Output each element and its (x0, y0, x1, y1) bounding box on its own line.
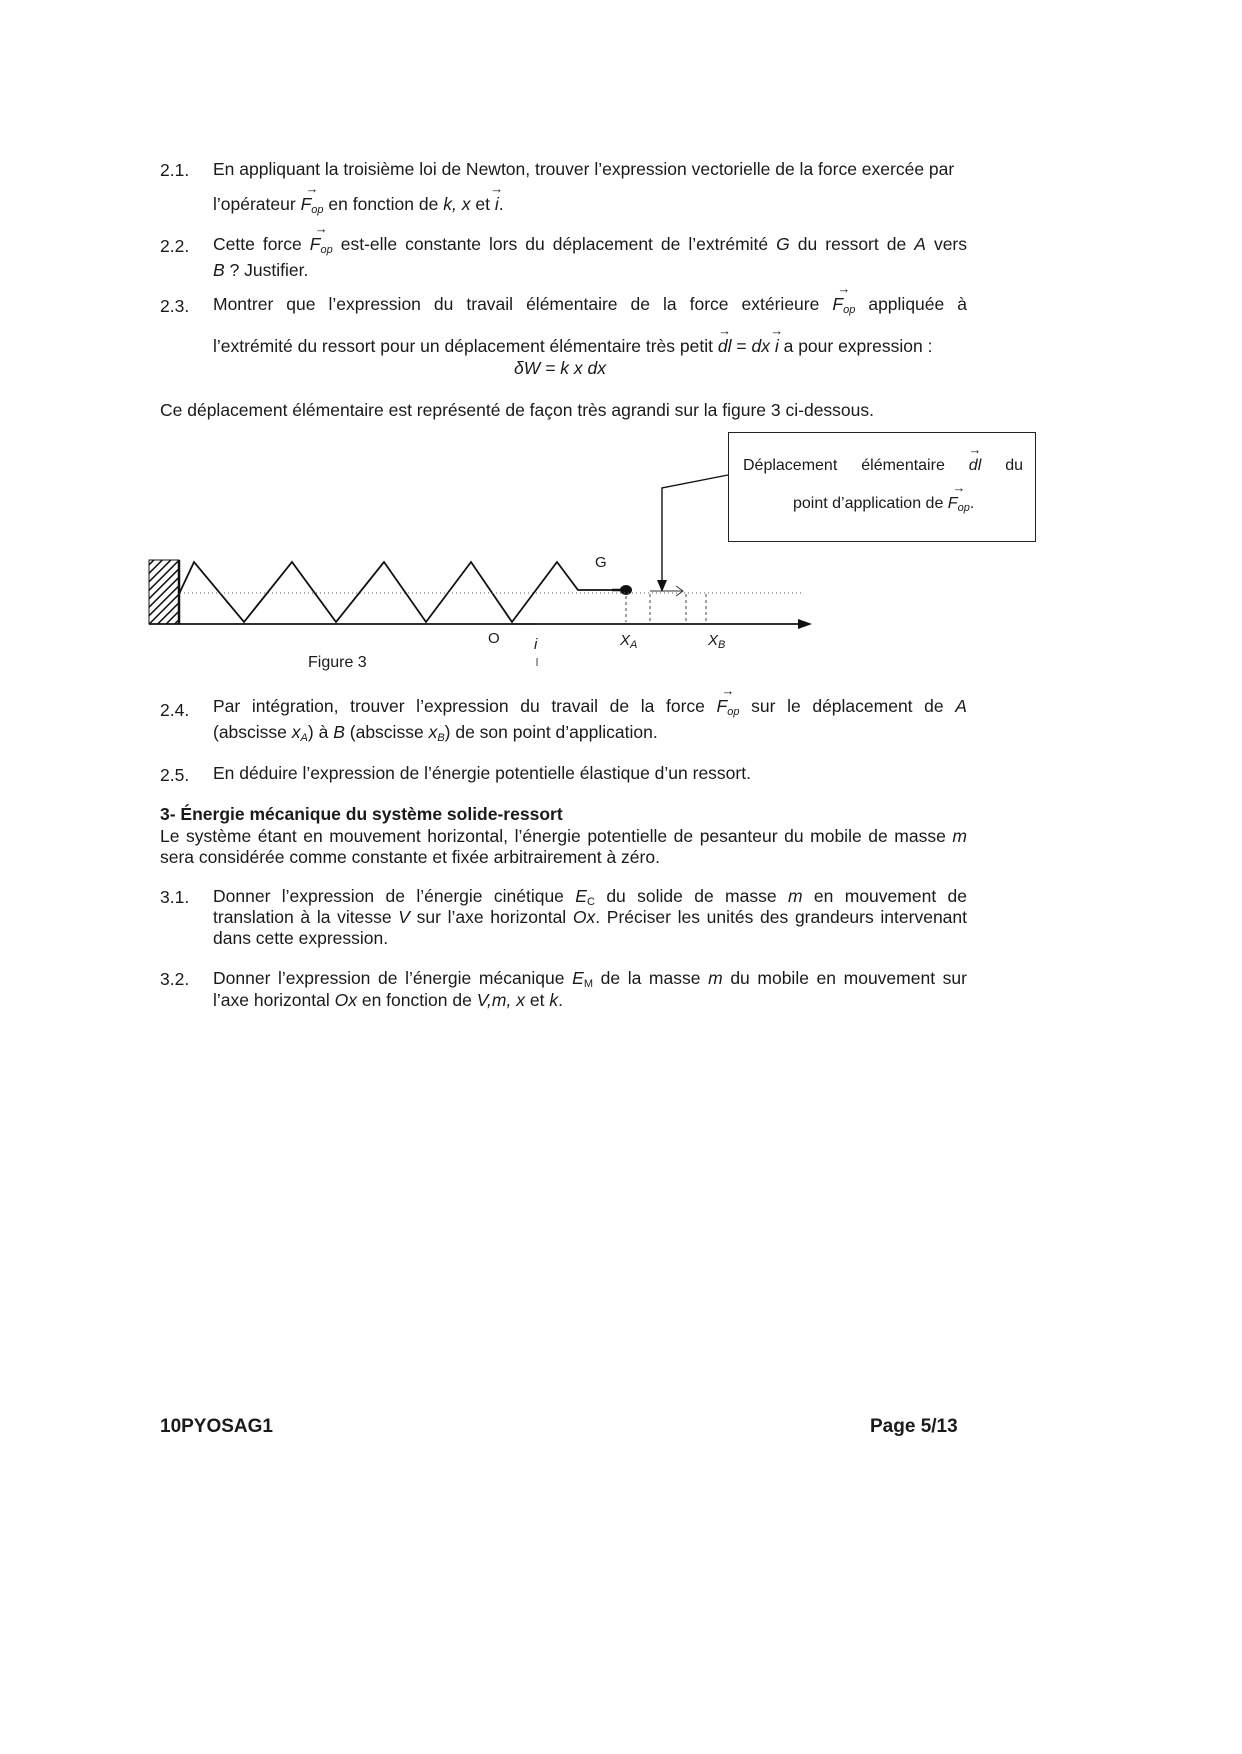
section3-intro-line2: sera considérée comme constante et fixée arbitrairement à zéro. (160, 847, 660, 867)
figure-legend-box (728, 432, 1036, 542)
q31-line1: Donner l’expression de l’énergie cinétique $E_C$ du solide de masse m en mouvement de (213, 886, 968, 908)
footer-code: 10PYOSAG1 (160, 1416, 273, 1437)
q32-line1: Donner l’expression de l’énergie mécanique $E_M$ de la masse m du mobile en mouvement sur (213, 968, 967, 990)
q21-line1: En appliquant la troisième loi de Newton, trouver l’expression vectorielle de la force exercée par (213, 159, 955, 179)
q24-number: 2.4. (160, 700, 190, 720)
f-op-vector: → $F_{op}$ (301, 192, 324, 222)
q25-text: En déduire l’expression de l’énergie potentielle élastique d’un ressort. (213, 763, 751, 783)
label-i: i (534, 636, 538, 653)
q22-line1: Cette force → $F_{op}$ est-elle constante lors du déplacement de l’extrémité G du ressort de A vers (213, 232, 967, 262)
q22-line2: B ? Justifier. (213, 260, 309, 280)
label-xa: $X_A$ (620, 632, 638, 651)
section3-intro-line1: Le système étant en mouvement horizontal, l’énergie potentielle de pesanteur du mobile de masse m (160, 826, 967, 846)
q24-line2: (abscisse $x_A$) à B (abscisse $x_B$) de son point d’application. (213, 722, 658, 744)
f-op-vector: → $F_{op}$ (717, 694, 740, 724)
q23-line1: Montrer que l’expression du travail élémentaire de la force extérieure → $F_{op}$ appliquée à (213, 292, 967, 322)
q32-number: 3.2. (160, 969, 190, 989)
f-op-vector: → $F_{op}$ (310, 232, 333, 262)
leader-line (662, 475, 728, 584)
q32-line2: l’axe horizontal Ox en fonction de V,m, x et k. (213, 990, 563, 1010)
f-op-vector: → $F_{op}$ (832, 292, 855, 322)
spring (179, 562, 612, 622)
i-vector: → i (775, 334, 779, 358)
q21-line2: l’opérateur → $F_{op}$ en fonction de k, x et → i. (213, 192, 504, 222)
q23-line2: l’extrémité du ressort pour un déplacement élémentaire très petit → dl = dx → i a pour expression : (213, 334, 932, 358)
figure-intro: Ce déplacement élémentaire est représenté de façon très agrandi sur la figure 3 ci-dessous. (160, 400, 875, 420)
q31-line2: translation à la vitesse V sur l’axe horizontal Ox. Préciser les unités des grandeurs intervenant (213, 907, 968, 927)
dl-vector: → dl (718, 334, 732, 358)
label-o: O (488, 630, 500, 647)
legend-line2: point d’application de → $F_{op}$. (793, 495, 974, 514)
dl-vector: → dl (969, 457, 981, 475)
legend-line1: Déplacement élémentaire → dl du (743, 457, 1023, 475)
label-g: G (595, 554, 607, 571)
mass-g (620, 585, 632, 595)
i-vector: → i (495, 192, 499, 216)
f-op-vector: → $F_{op}$ (948, 495, 970, 514)
q23-number: 2.3. (160, 296, 190, 316)
q31-number: 3.1. (160, 887, 190, 907)
section3-title: 3- Énergie mécanique du système solide-ressort (160, 804, 563, 824)
q25-number: 2.5. (160, 765, 190, 785)
wall-hatching (149, 560, 179, 624)
footer-page: Page 5/13 (870, 1416, 958, 1437)
label-xb: $X_B$ (708, 632, 726, 651)
figure-caption: Figure 3 (308, 654, 367, 671)
q31-line3: dans cette expression. (213, 928, 389, 948)
q23-formula: δW = k x dx (514, 358, 606, 378)
q22-number: 2.2. (160, 236, 190, 256)
q24-line1: Par intégration, trouver l’expression du travail de la force → $F_{op}$ sur le déplacement de A (213, 694, 967, 724)
x-axis-arrow (798, 619, 812, 629)
q21-number: 2.1. (160, 160, 190, 180)
